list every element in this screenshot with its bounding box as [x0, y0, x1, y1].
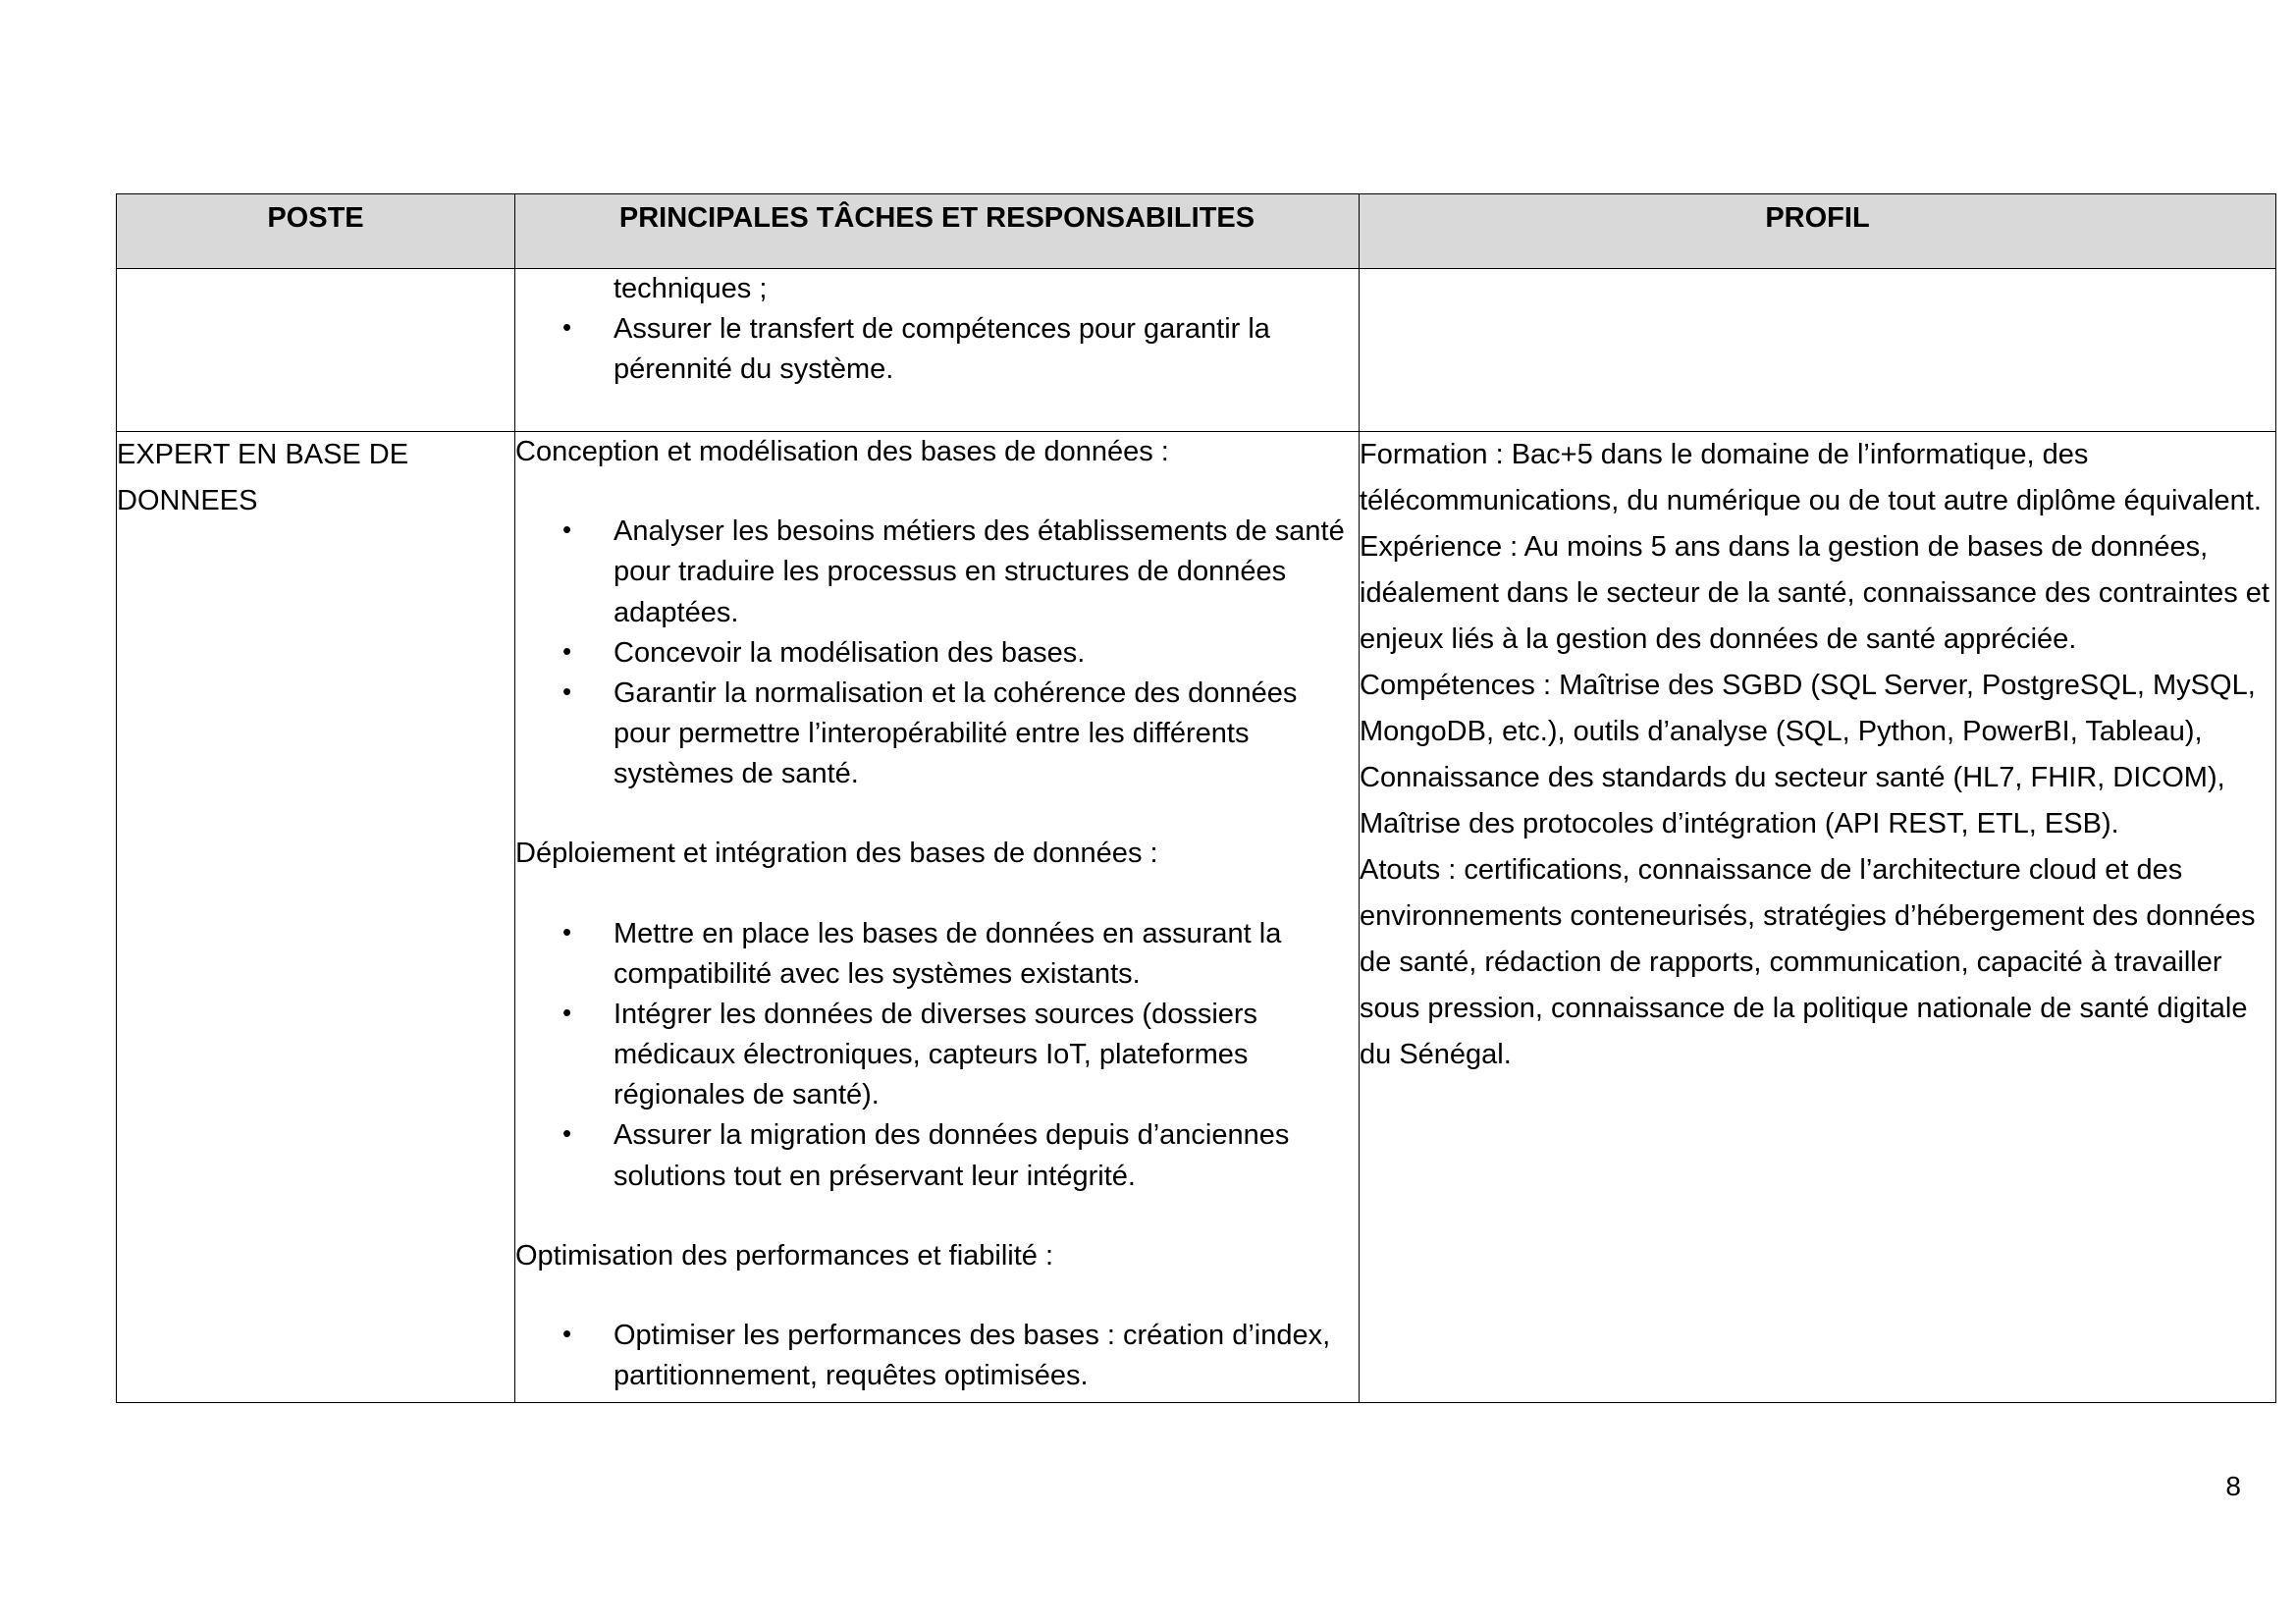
- profil-competences: Compétences : Maîtrise des SGBD (SQL Server, PostgreSQL, MySQL, MongoDB, etc.), outils d’analyse (SQL, Python, PowerBI, Tableau), Connaissance des standards du secteur santé (HL7, FHIR, DICOM), Maîtrise des protocoles d’intégration (API REST, ETL, ESB).: [1360, 669, 2256, 839]
- continuation-bullet-list: [515, 309, 1359, 390]
- section-spacer: [515, 1197, 1359, 1236]
- bullet-icon: •: [562, 635, 572, 666]
- section-spacer: [515, 472, 1359, 512]
- table-row-continuation: [117, 269, 2276, 432]
- continuation-profil-cell: [1360, 269, 2276, 432]
- bullet-list-deploiement: [515, 914, 1359, 1197]
- bullet-icon: •: [562, 1118, 572, 1149]
- list-item: [562, 1115, 1359, 1196]
- bullet-text: Analyser les besoins métiers des établissements de santé pour traduire les processus en structures de données adaptées.: [614, 515, 1345, 628]
- bullet-icon: •: [562, 514, 572, 545]
- section-spacer: [515, 1276, 1359, 1316]
- profil-atouts: Atouts : certifications, connaissance de l’architecture cloud et des environnements conteneurisés, stratégies d’hébergement des données de santé, rédaction de rapports, communication, capacité à travailler sous pression, connaissance de la politique nationale de santé digitale du Sénégal.: [1360, 853, 2256, 1070]
- poste-cell: EXPERT EN BASE DE DONNEES: [117, 432, 515, 1403]
- list-item: [562, 633, 1359, 674]
- bullet-text: Assurer la migration des données depuis d’anciennes solutions tout en préservant leur intégrité.: [614, 1119, 1290, 1192]
- section-spacer: [515, 875, 1359, 914]
- bullet-text: Garantir la normalisation et la cohérence des données pour permettre l’interopérabilité entre les différents systèmes de santé.: [614, 677, 1298, 790]
- continuation-poste-cell: [117, 269, 515, 432]
- profil-experience: Expérience : Au moins 5 ans dans la gestion de bases de données, idéalement dans le secteur de la santé, connaissance des contraintes et enjeux liés à la gestion des données de santé appréciée.: [1360, 530, 2269, 655]
- section-title-conception: Conception et modélisation des bases de données :: [515, 436, 1169, 467]
- bullet-icon: •: [562, 997, 572, 1027]
- list-item: [562, 309, 1359, 390]
- profil-formation: Formation : Bac+5 dans le domaine de l’informatique, des télécommunications, du numérique ou de tout autre diplôme équivalent.: [1360, 439, 2262, 516]
- bullet-text: Mettre en place les bases de données en assurant la compatibilité avec les systèmes existants.: [614, 917, 1282, 990]
- list-item: [562, 674, 1359, 795]
- list-item: [562, 914, 1359, 995]
- header-poste: POSTE: [117, 194, 515, 269]
- header-taches: PRINCIPALES TÂCHES ET RESPONSABILITES: [515, 194, 1360, 269]
- section-title-optimisation: Optimisation des performances et fiabilité :: [515, 1239, 1054, 1272]
- table-header-row: [117, 194, 2276, 269]
- bullet-list-optimisation: [515, 1316, 1359, 1396]
- section-title-deploiement: Déploiement et intégration des bases de données :: [515, 838, 1158, 870]
- page-number: 8: [2225, 1471, 2241, 1501]
- header-profil: PROFIL: [1360, 194, 2276, 269]
- bullet-list-conception: [515, 512, 1359, 794]
- bullet-icon: •: [562, 676, 572, 706]
- table-row-expert: [117, 432, 2276, 1403]
- bullet-icon: •: [562, 312, 572, 343]
- tasks-cell: [515, 432, 1360, 1403]
- bullet-text: Intégrer les données de diverses sources (dossiers médicaux électroniques, capteurs IoT, plateformes régionales de santé).: [614, 998, 1258, 1111]
- bullet-icon: •: [562, 1318, 572, 1348]
- list-item: [562, 512, 1359, 633]
- list-item: [562, 1316, 1359, 1396]
- bullet-icon: •: [562, 916, 572, 947]
- profil-cell: [1360, 432, 2276, 1403]
- bullet-text: Concevoir la modélisation des bases.: [614, 636, 1086, 669]
- list-item: [562, 995, 1359, 1116]
- job-profile-table: [116, 193, 2276, 1403]
- continuation-tasks-cell: [515, 269, 1360, 432]
- section-spacer: [515, 794, 1359, 834]
- continuation-first-line: techniques ;: [614, 273, 768, 304]
- bullet-text: Optimiser les performances des bases : création d’index, partitionnement, requêtes optimisées.: [614, 1319, 1331, 1392]
- bullet-text: Assurer le transfert de compétences pour garantir la pérennité du système.: [614, 313, 1270, 386]
